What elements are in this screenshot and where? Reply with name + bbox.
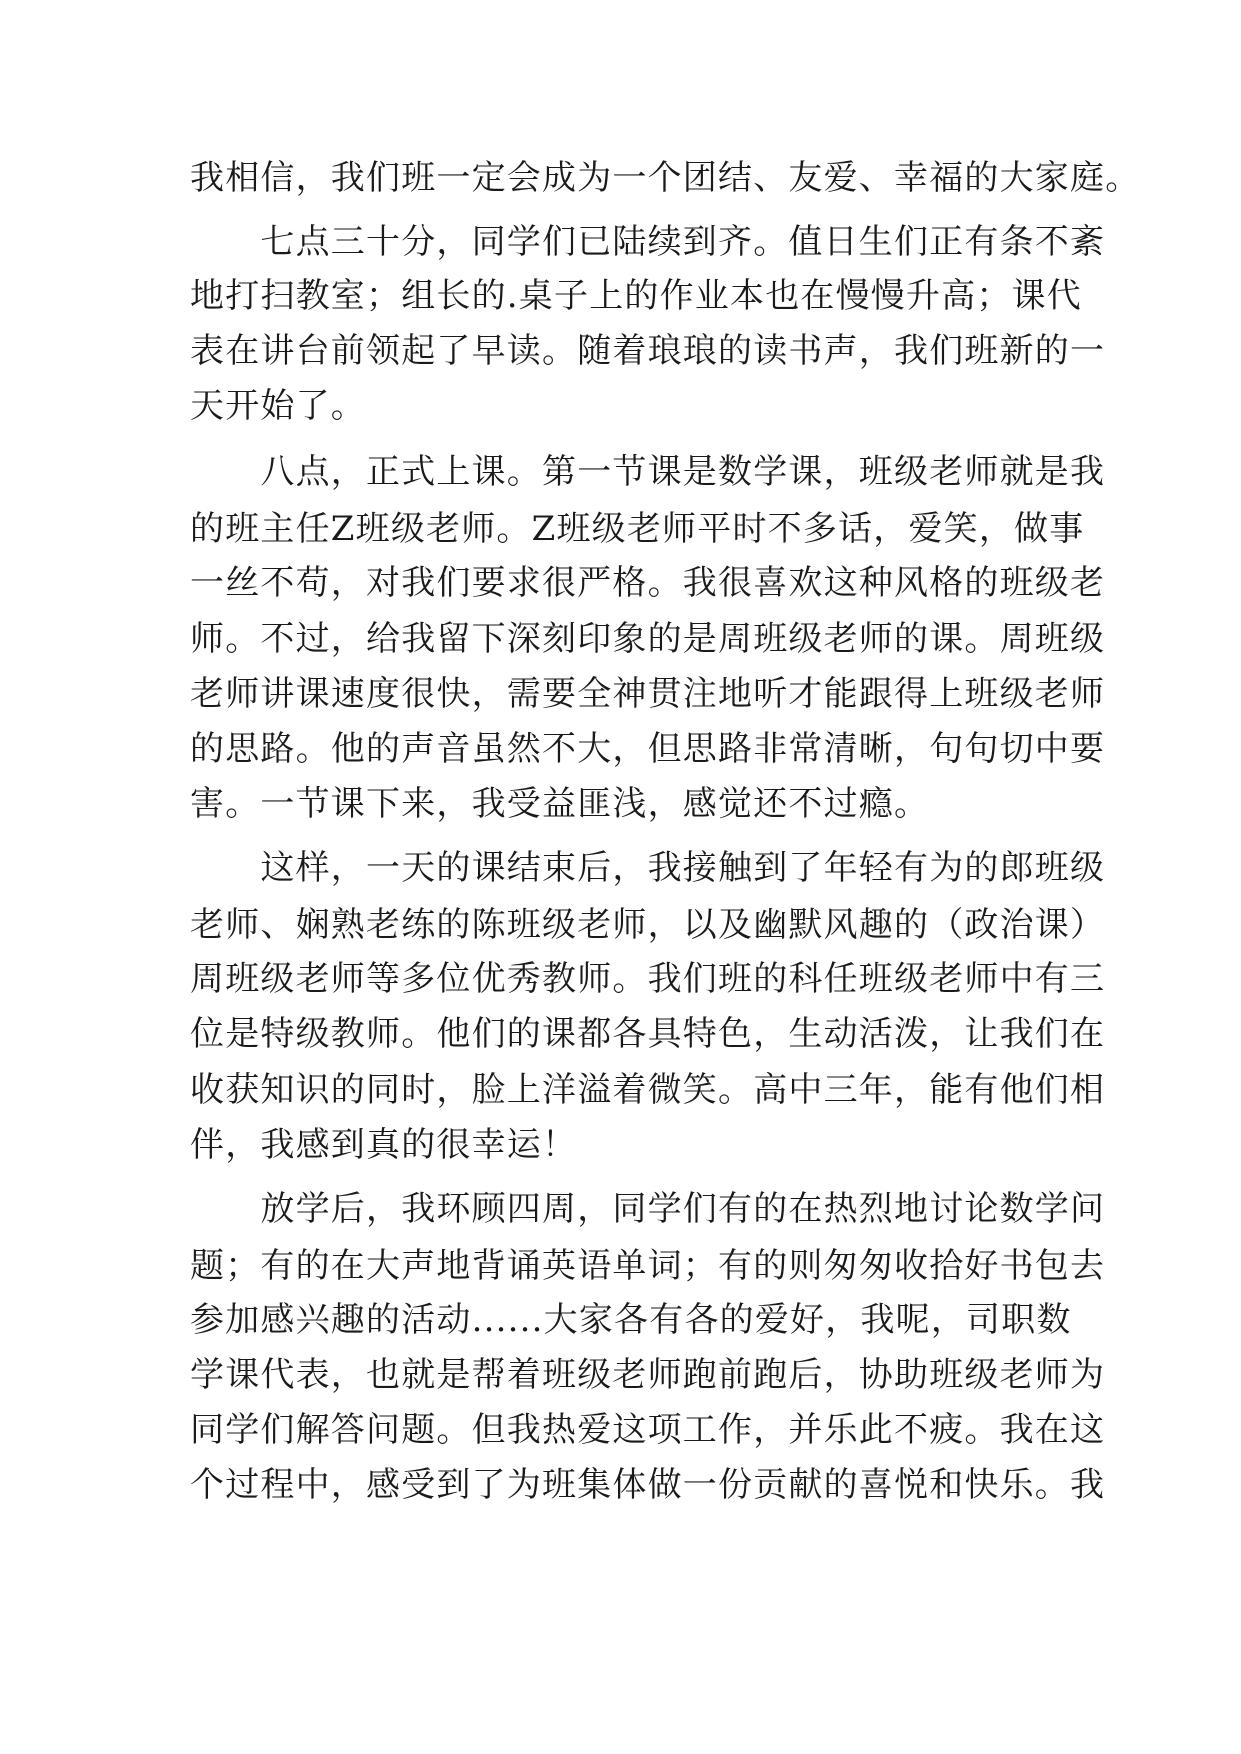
text-line: 这样，一天的课结束后，我接触到了年轻有为的郎班级 [190, 848, 1106, 888]
text-line: 放学后，我环顾四周，同学们有的在热烈地讨论数学问 [190, 1189, 1106, 1229]
text-line: 的班主任Z班级老师。Z班级老师平时不多话，爱笑，做事 [190, 509, 1085, 549]
text-line: 的思路。他的声音虽然不大，但思路非常清晰，句句切中要 [190, 729, 1106, 769]
text-line: 位是特级教师。他们的课都各具特色，生动活泼，让我们在 [190, 1014, 1106, 1054]
text-line: 表在讲台前领起了早读。随着琅琅的读书声，我们班新的一 [190, 331, 1106, 371]
text-line: 七点三十分，同学们已陆续到齐。值日生们正有条不紊 [190, 222, 1106, 262]
text-line: 老师、娴熟老练的陈班级老师，以及幽默风趣的（政治课） [190, 905, 1106, 945]
text-line: 老师讲课速度很快，需要全神贯注地听才能跟得上班级老师 [190, 674, 1106, 714]
text-line: 我相信，我们班一定会成为一个团结、友爱、幸福的大家庭。 [190, 158, 1141, 198]
text-line: 地打扫教室；组长的.桌子上的作业本也在慢慢升高；课代 [190, 276, 1083, 316]
text-line: 题；有的在大声地背诵英语单词；有的则匆匆收拾好书包去 [190, 1246, 1106, 1286]
text-line: 天开始了。 [190, 386, 366, 426]
text-line: 周班级老师等多位优秀教师。我们班的科任班级老师中有三 [190, 959, 1106, 999]
text-line: 学课代表，也就是帮着班级老师跑前跑后，协助班级老师为 [190, 1355, 1106, 1395]
text-line: 同学们解答问题。但我热爱这项工作，并乐此不疲。我在这 [190, 1410, 1106, 1450]
text-line: 伴，我感到真的很幸运！ [190, 1125, 578, 1165]
text-line: 害。一节课下来，我受益匪浅，感觉还不过瘾。 [190, 784, 930, 824]
text-line: 个过程中，感受到了为班集体做一份贡献的喜悦和快乐。我 [190, 1465, 1106, 1505]
text-line: 师。不过，给我留下深刻印象的是周班级老师的课。周班级 [190, 619, 1106, 659]
text-line: 八点，正式上课。第一节课是数学课，班级老师就是我 [190, 452, 1106, 492]
text-line: 参加感兴趣的活动......大家各有各的爱好，我呢，司职数 [190, 1300, 1072, 1340]
text-line: 收获知识的同时，脸上洋溢着微笑。高中三年，能有他们相 [190, 1070, 1106, 1110]
text-line: 一丝不苟，对我们要求很严格。我很喜欢这种风格的班级老 [190, 563, 1106, 603]
